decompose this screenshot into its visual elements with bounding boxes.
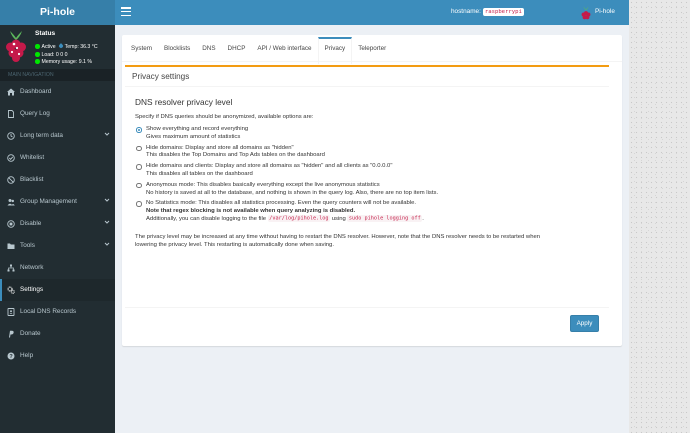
users-icon bbox=[7, 198, 15, 206]
temp-drop-icon bbox=[58, 43, 64, 49]
gears-icon bbox=[7, 286, 15, 294]
nav-header: MAIN NAVIGATION bbox=[0, 69, 115, 81]
logging-hint-pre: Additionally, you can disable logging to the file bbox=[146, 215, 268, 222]
tab-teleporter[interactable]: Teleporter bbox=[358, 45, 387, 52]
status-active-line bbox=[35, 44, 98, 50]
tab-privacy[interactable]: Privacy bbox=[318, 37, 353, 64]
option-label: Hide domains: Display and store all domains as "hidden" bbox=[146, 144, 294, 151]
privacy-option-4[interactable] bbox=[135, 200, 599, 223]
address-book-icon bbox=[7, 308, 15, 316]
option-description: No history is saved at all to the database, and nothing is shown in the query log. Also, there are no top item lists. bbox=[146, 189, 439, 196]
memory-dot-icon bbox=[35, 59, 40, 64]
check-circle-icon bbox=[7, 154, 15, 162]
apply-button[interactable]: Apply bbox=[570, 315, 599, 332]
sidebar-item-network[interactable] bbox=[0, 257, 115, 279]
sidebar-item-tools[interactable] bbox=[0, 235, 115, 257]
network-icon bbox=[7, 264, 15, 272]
option-label: Show everything and record everything bbox=[146, 126, 249, 132]
settings-tabs bbox=[122, 35, 622, 62]
option-label: No Statistics mode: This disables all statistics processing. Even the query counters will not be available. bbox=[146, 200, 417, 207]
chevron-down-icon bbox=[104, 219, 110, 225]
history-icon bbox=[7, 132, 15, 140]
logging-hint-mid: using bbox=[330, 215, 348, 222]
tab-dhcp[interactable]: DHCP bbox=[227, 45, 246, 52]
sidebar-item-label: Tools bbox=[20, 242, 35, 249]
sidebar-item-help[interactable] bbox=[0, 345, 115, 367]
panel-footer bbox=[125, 307, 609, 344]
sidebar-item-disable[interactable] bbox=[0, 213, 115, 235]
privacy-option-0[interactable] bbox=[135, 126, 599, 142]
svg-text:?: ? bbox=[9, 354, 13, 360]
tab-blocklists[interactable]: Blocklists bbox=[164, 45, 191, 52]
sidebar-item-label: Whitelist bbox=[20, 154, 45, 161]
privacy-option-2[interactable] bbox=[135, 163, 599, 179]
top-navbar bbox=[115, 0, 629, 25]
active-dot-icon bbox=[35, 44, 40, 49]
chevron-down-icon bbox=[104, 131, 110, 137]
section-heading: DNS resolver privacy level bbox=[135, 97, 233, 107]
privacy-option-3[interactable] bbox=[135, 182, 599, 198]
file-icon bbox=[7, 110, 15, 118]
log-path-code: /var/log/pihole.log bbox=[269, 215, 329, 222]
ban-icon bbox=[7, 176, 15, 184]
regex-warning: Note that regex blocking is not available when query analyzing is disabled. bbox=[146, 208, 356, 215]
sidebar-toggle-icon[interactable] bbox=[121, 7, 131, 17]
sidebar-item-blacklist[interactable] bbox=[0, 169, 115, 191]
sidebar-item-dashboard[interactable] bbox=[0, 81, 115, 103]
restart-note-line-2: lowering the privacy level. This restarting is automatically done when saving. bbox=[135, 241, 334, 248]
sidebar-item-donate[interactable] bbox=[0, 323, 115, 345]
sidebar-item-label: Disable bbox=[20, 220, 42, 227]
logging-hint bbox=[146, 216, 599, 224]
tab-api-web-interface[interactable]: API / Web interface bbox=[257, 45, 312, 52]
sidebar-item-label: Dashboard bbox=[20, 88, 52, 95]
option-label: Anonymous mode: This disables basically everything except the live anonymous statistics bbox=[146, 181, 380, 188]
folder-icon bbox=[7, 242, 15, 250]
sidebar bbox=[0, 25, 115, 433]
option-description: This disables all tables on the dashboard bbox=[146, 170, 253, 177]
hostname-value: raspberrypi bbox=[484, 9, 522, 15]
status-title: Status bbox=[35, 30, 56, 37]
tab-dns[interactable]: DNS bbox=[202, 45, 216, 52]
paypal-icon bbox=[7, 330, 15, 338]
sidebar-item-label: Group Management bbox=[20, 198, 77, 205]
logging-command-code: sudo pihole logging off bbox=[348, 215, 421, 222]
radio-anonymous-mode[interactable] bbox=[136, 183, 142, 189]
sidebar-item-settings[interactable] bbox=[0, 279, 115, 301]
status-panel bbox=[0, 25, 115, 68]
sidebar-item-label: Blacklist bbox=[20, 176, 44, 183]
intro-text: Specify if DNS queries should be anonymized, available options are: bbox=[135, 114, 314, 120]
sidebar-item-label: Donate bbox=[20, 330, 41, 337]
chevron-down-icon bbox=[104, 241, 110, 247]
hostname-label: hostname: bbox=[451, 8, 481, 15]
status-temp: Temp: 36.3 °C bbox=[64, 44, 98, 50]
radio-show-everything[interactable] bbox=[136, 127, 142, 133]
question-icon bbox=[7, 352, 15, 360]
load-dot-icon bbox=[35, 52, 40, 57]
panel-body bbox=[125, 87, 609, 249]
user-menu-label[interactable]: Pi-hole bbox=[595, 8, 615, 15]
hostname-display bbox=[451, 8, 524, 16]
sidebar-item-label: Help bbox=[20, 352, 34, 359]
status-memory: Memory usage: 9.1 % bbox=[41, 59, 92, 65]
radio-hide-domains[interactable] bbox=[136, 146, 142, 152]
stop-icon bbox=[7, 220, 15, 228]
settings-box bbox=[122, 35, 622, 346]
option-label: Hide domains and clients: Display and store all domains as "hidden" and all clients as "0.0.0.0" bbox=[146, 163, 393, 170]
sidebar-item-label: Network bbox=[20, 264, 44, 271]
raspberry-icon[interactable] bbox=[579, 5, 593, 20]
panel-title: Privacy settings bbox=[125, 67, 609, 87]
sidebar-item-group-management[interactable] bbox=[0, 191, 115, 213]
radio-hide-domains-clients[interactable] bbox=[136, 164, 142, 170]
sidebar-item-local-dns-records[interactable] bbox=[0, 301, 115, 323]
option-description: Gives maximum amount of statistics bbox=[146, 133, 241, 140]
sidebar-item-label: Local DNS Records bbox=[20, 308, 77, 315]
status-active: Active bbox=[41, 44, 56, 50]
status-memory-line bbox=[35, 59, 92, 65]
logging-hint-post: . bbox=[422, 215, 424, 222]
restart-note-line-1: The privacy level may be increased at any time without having to restart the DNS resolver. However, note that the DNS resolver needs to be restarted when bbox=[135, 233, 541, 240]
chevron-down-icon bbox=[104, 197, 110, 203]
status-load: Load: 0 0 0 bbox=[41, 52, 68, 58]
sidebar-item-label: Long term data bbox=[20, 132, 63, 139]
raspberry-logo-icon bbox=[3, 28, 29, 65]
sidebar-item-label: Settings bbox=[20, 286, 44, 293]
sidebar-item-label: Query Log bbox=[20, 110, 50, 117]
background-texture bbox=[629, 0, 690, 433]
home-icon bbox=[7, 88, 15, 96]
tab-system[interactable]: System bbox=[131, 45, 152, 52]
status-load-line bbox=[35, 52, 67, 58]
privacy-option-1[interactable] bbox=[135, 145, 599, 161]
sidebar-item-long-term-data[interactable] bbox=[0, 125, 115, 147]
privacy-panel bbox=[125, 65, 609, 342]
option-description: This disables the Top Domains and Top Ads tables on the dashboard bbox=[146, 152, 325, 159]
sidebar-item-whitelist[interactable] bbox=[0, 147, 115, 169]
content-wrapper bbox=[115, 25, 629, 433]
radio-no-statistics[interactable] bbox=[136, 201, 142, 207]
app-logo[interactable]: Pi-hole bbox=[0, 0, 115, 25]
sidebar-item-query-log[interactable] bbox=[0, 103, 115, 125]
